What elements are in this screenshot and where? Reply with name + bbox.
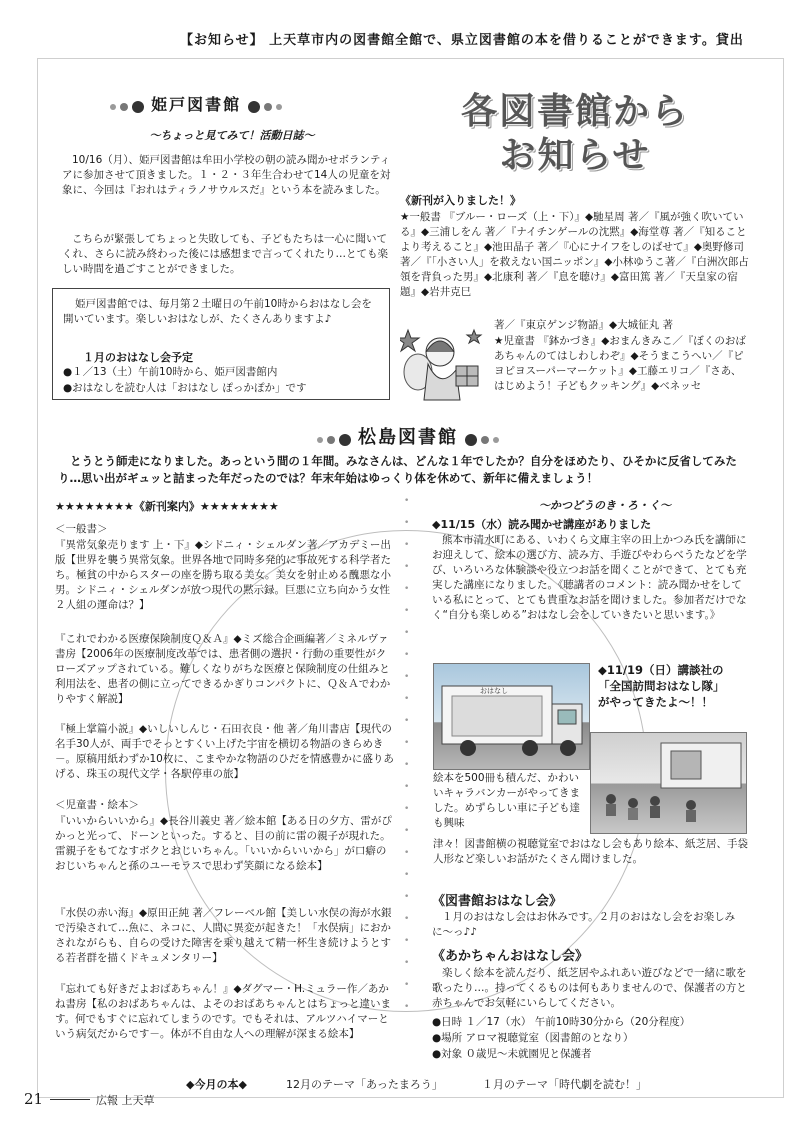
akachan-date: ●日時 １／17（水） 午前10時30分から（20分程度） (432, 1016, 691, 1028)
akachan-place: ●場所 アロマ視聴覚室（図書館のとなり） (432, 1032, 634, 1044)
himedo-paragraph-2: こちらが緊張してちょっと失敗しても、子どもたちは一心に聞いてくれ、さらに読み終わった後には感想まで言ってくれたり…とても楽しい時間を過ごすことができました。 (62, 233, 389, 275)
akachan-body: 楽しく絵本を読んだり、紙芝居やふれあい遊びなどで一緒に歌を歌ったり…。持ってくるものは何もありませんので、保護者の方と赤ちゃんでお気軽にいらしてください。 (432, 967, 747, 1009)
angel-with-gift-illustration (400, 320, 488, 410)
himedo-paragraph-1: 10/16（月）、姫戸図書館は牟田小学校の朝の読み聞かせボランティアに参加させて頂きました。１・２・３年生合わせて14人の児童を対象に、今回は『おれはティラノサウルスだ』という本を読みました。 (62, 154, 391, 196)
footer-rule (50, 1099, 90, 1100)
ohanashi-heading: 《図書館おはなし会》 (432, 894, 563, 909)
dots-left-icon (315, 429, 353, 448)
book-entry-3: 『極上掌篇小説』◆いしいしんじ・石田衣良・他 著／角川書店【現代の名手30人が、両手でそっとすくい上げた宇宙を横切る物語のきらめき－。原稿用紙わずか10枚に、こまやかな物語のひだを情感豊かに盛りあげる、珠玉の現代文学・各駅停車の旅】 (55, 723, 394, 780)
book-entry-5: 『水俣の赤い海』◆原田正純 著／フレーベル館【美しい水俣の海が水銀で汚染されて…魚に、ネコに、人間に異変が起きた！「水俣病」におかされながらも、自らの受けた障害を乗り越えて精一杯生き続けようとする若者群を描くドキュメンタリー】 (55, 907, 392, 964)
book-entry-2: 『これでわかる医療保険制度Ｑ＆Ａ』◆ミズ総合企画編著／ミネルヴァ書房【2006年の医療制度改革では、患者側の選択・行動の重要性がクローズアップされている。難しくなりがちな医療と保険制度の仕組みと利用法を、患者の側に立ってできるかぎりコンパクトに、Ｑ＆Ａでわかりやすく解説】 (55, 633, 391, 705)
book-of-month-label: ◆今月の本◆ (186, 1078, 247, 1091)
column-divider-dots: • • • • • • • • • • • • • • • • • • • • • • • • (404, 496, 410, 1012)
dots-left-icon (108, 96, 146, 115)
akachan-heading: 《あかちゃんおはなし会》 (432, 949, 589, 964)
magazine-name: 広報 上天草 (96, 1094, 155, 1107)
book-entry-1: 『異常気象売ります 上・下』◆シドニィ・シェルダン著／アカデミー出版【世界を襲う異常気象。世界各地で同時多発的に事故死する科学者たち。極貧の中からスターの座を勝ち取る美女。美女を射止める醜悪な小男。シドニィ・シェルダンが放つ現代の黙示録。巨悪に立ち向かう女性２人組の運命は？】 (55, 539, 391, 611)
ohanashi-body: １月のおはなし会はお休みです。２月のおはなし会をお楽しみに〜っ♪♪ (432, 911, 736, 938)
shinkan-heading: ★★★★★★★★《新刊案内》★★★★★★★★ (55, 500, 279, 513)
himedo-box-item-2: ●おはなしを読む人は「おはなし ぽっかぽか」です (63, 382, 307, 394)
truck-label: おはなし (480, 687, 508, 695)
akachan-target: ●対象 ０歳児〜未就園児と保護者 (432, 1048, 592, 1060)
main-title-line-2: お知らせ (499, 135, 651, 176)
himedo-box-item-1: ●１／13（土）午前10時から、姫戸図書館内 (63, 366, 278, 378)
matsushima-header (258, 423, 558, 449)
dots-right-icon (246, 96, 284, 115)
matsushima-intro: とうとう師走になりました。あっという間の１年間。みなさんは、どんな１年でしたか？自分をほめたり、ひそかに反省してみたり…思い出がギュッと詰まった年だったのでは？年末年始はゆっくり体を休めて、新年に備えましょう！ (58, 454, 737, 485)
event-2-body-2: 津々！図書館横の視聴覚室でおはなし会もあり絵本、紙芝居、手袋人形など楽しいお話がたくさん聞けました。 (433, 838, 748, 865)
main-title-line-1: 各図書館から (460, 91, 689, 132)
event-1-body: 熊本市清水町にある、いわくら文庫主宰の田上かつみ氏を講師にお迎えして、絵本の選び方、読み方、手遊びやわらべうたなどを学び、いろいろな体験談や役立つお話を聞くことができて、とても充実した講座になりました。《聴講者のコメント：読み聞かせをしている私にとって、とても貴重なお話を聞けました。参加者だけでなく“自分も楽しめる”おはなし会をしていきたいと思います。》 (432, 534, 747, 621)
children-reading-photo (590, 732, 747, 834)
event-2-title-1: ◆11/19（日）講談社の (598, 663, 724, 677)
top-banner: 【お知らせ】 上天草市内の図書館全館で、県立図書館の本を借りることができます。貸出 (180, 33, 744, 48)
general-label: ＜一般書＞ (55, 523, 108, 535)
event-2-title-3: がやってきたよ〜！！ (598, 695, 713, 709)
main-title (410, 90, 740, 178)
event-1-title: ◆11/15（水）読み聞かせ講座がありました (432, 518, 652, 531)
event-2-body-1: 絵本を500冊も積んだ、かわいいキャラバンカーがやってきました。めずらしい車に子ども達も興味 (433, 772, 580, 829)
dots-right-icon (463, 429, 501, 448)
new-books-general: ★一般書 『ブルー・ローズ（上・下）』◆馳星周 著／『風が強く吹いている』◆三浦しをん 著／『ナイチンゲールの沈黙』◆海堂尊 著／『知ることより考えること』◆池田晶子 著／『心にナイフをしのばせて』◆奥野修司 著／『「小さい人」を救えない国ニッポン』◆小林ゆうこ著／『白洲次郎占領を背負った男』◆北康利 著／『息を聴け』◆富田篤 著／『天皇家の宿題』◆岩井克巳 (400, 211, 749, 298)
himedo-box-heading: １月のおはなし会予定 (83, 351, 193, 364)
himedo-info-box (52, 288, 390, 400)
himedo-box-text: 姫戸図書館では、毎月第２土曜日の午前10時からおはなし会を開いています。楽しいおはなしが、たくさんありますよ♪ (63, 298, 372, 325)
himedo-subtitle: 〜ちょっと見てみて！活動日誌〜 (149, 129, 315, 142)
katsudou-heading: 〜かつどうのき・ろ・く〜 (539, 499, 671, 512)
theme-december: 12月のテーマ「あったまろう」 (286, 1078, 443, 1091)
new-books-children: ★児童書 『鉢かづき』◆おまんきみこ／『ぼくのおばあちゃんのてはしわしわぞ』◆そうまこうへい／『ピヨピヨスーパーマーケット』◆工藤エリコ／『さあ、はじめよう！子どもクッキング』◆ベネッセ (494, 335, 746, 392)
caravan-truck-photo (433, 663, 590, 770)
book-entry-4: 『いいからいいから』◆長谷川義史 著／絵本館【ある日の夕方、雷がぴかっと光って、ドーンといった。すると、目の前に雷の親子が現れた。雷親子をもてなすボクとおじいちゃん。「いいからいいから」が口癖のおじいちゃんと孫のユーモラスで思わず笑顔になる絵本】 (55, 815, 392, 872)
new-books-heading: 《新刊が入りました！》 (400, 194, 521, 207)
event-2-title-2: 「全国訪問おはなし隊」 (598, 679, 725, 693)
himedo-header (108, 92, 348, 115)
new-books-general-end: 著／『東京ゲンジ物語』◆大城征丸 著 (494, 319, 673, 331)
book-entry-6: 『忘れても好きだよおばあちゃん！』◆ダグマー・H.ミュラー作／あかね書房【私のおばあちゃんは、よそのおばあちゃんとはちょっと違います。何でもすぐに忘れてしまうのです。でもそれは、アルツハイマーという病気だからです－。体が不自由な人への理解が深まる絵本】 (55, 983, 391, 1040)
children-label: ＜児童書・絵本＞ (55, 799, 139, 811)
page-number: 21 (24, 1090, 44, 1108)
matsushima-title: 松島図書館 (358, 427, 458, 448)
theme-january: １月のテーマ「時代劇を読む！」 (482, 1078, 647, 1091)
himedo-title: 姫戸図書館 (151, 95, 242, 114)
